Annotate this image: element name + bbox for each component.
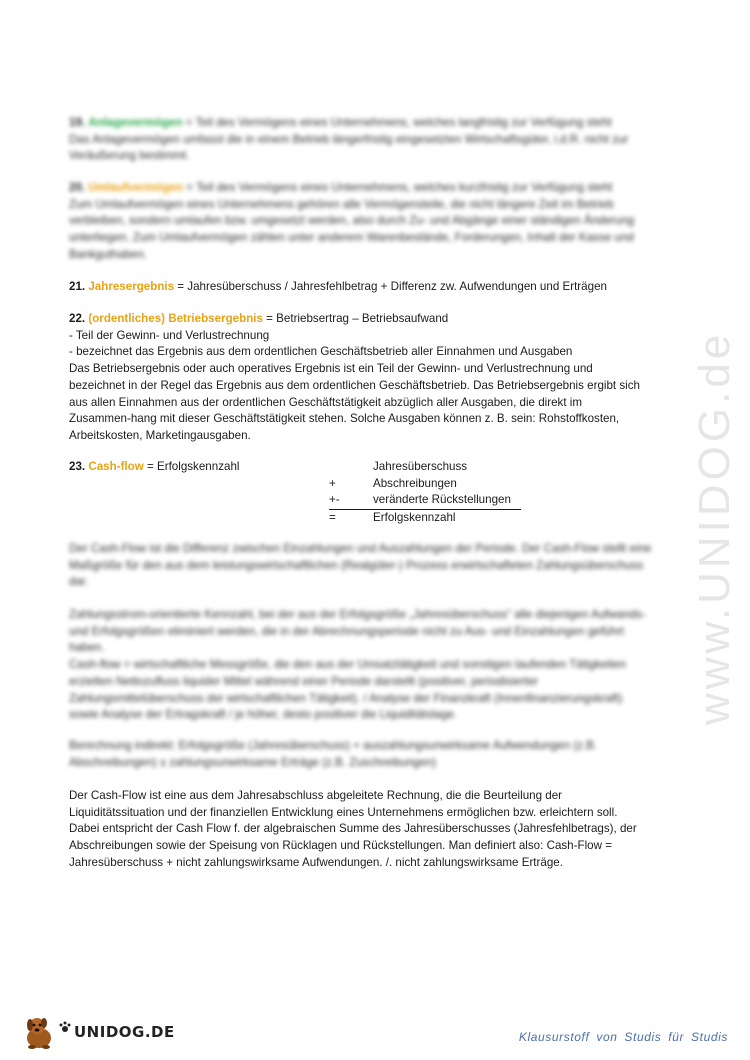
item-19 <box>69 115 674 165</box>
blurred-line: dar. <box>69 575 89 589</box>
definition-line: Dabei entspricht der Cash Flow f. der algebraischen Summe des Jahresüberschusses (Jahresfehlbetrags), der <box>69 822 637 836</box>
item-22-line: bezeichnet in der Regel das Ergebnis aus dem ordentlichen Geschäftsbetrieb. Das Betriebsergebnis ergibt sich <box>69 378 640 392</box>
calc-row <box>329 492 521 510</box>
item-23-term: Cash-flow <box>88 460 144 473</box>
calc-term: Erfolgskennzahl <box>373 511 456 525</box>
item-22-line: - Teil der Gewinn- und Verlustrechnung <box>69 328 270 342</box>
dog-icon <box>22 1014 56 1050</box>
calc-row <box>329 459 521 476</box>
definition-line: Abschreibungen sowie der Speisung von Rücklagen und Rückstellungen. Man definiert also: Cash-Flow = <box>69 839 612 853</box>
item-22-line: Arbeitskosten, Marketingausgaben. <box>69 428 251 442</box>
item-19-line: Das Anlagevermögen umfasst die in einem Betrieb längerfristig eingesetzten Wirtschaftsgüter, i.d.R. nicht zur <box>69 132 629 146</box>
blurred-paragraph-2 <box>69 607 674 724</box>
calc-row <box>329 510 521 527</box>
item-22-number: 22. <box>69 312 86 325</box>
item-21-number: 21. <box>69 280 86 293</box>
blurred-paragraph-3 <box>69 738 674 771</box>
footer-tagline: Klausurstoff von Studis für Studis <box>518 1030 728 1044</box>
item-20-line: Zum Umlaufvermögen eines Unternehmens gehören alle Vermögensteile, die nicht längere Zeit im Betrieb <box>69 197 614 211</box>
item-21-text: = Jahresüberschuss / Jahresfehlbetrag + Differenz zw. Aufwendungen und Erträgen <box>174 280 607 293</box>
calc-term: Abschreibungen <box>373 476 457 490</box>
blurred-line: haben. <box>69 641 105 655</box>
item-20-line: verbleiben, sondern umlaufen bzw. umgesetzt werden, also durch Zu- und Abgänge einer ständigen Änderung <box>69 214 635 228</box>
item-19-term: Anlagevermögen <box>88 116 183 129</box>
item-20-line: Bankguthaben. <box>69 247 148 261</box>
item-22-term: (ordentliches) Betriebsergebnis <box>88 312 263 325</box>
paw-icon <box>58 1021 72 1033</box>
blurred-line: Abschreibungen) ± zahlungsunwirksame Erträge (z.B. Zuschreibungen) <box>69 755 437 769</box>
unidog-logo <box>22 1014 175 1050</box>
calc-operator: +- <box>329 493 340 507</box>
item-22-formula: = Betriebsertrag – Betriebsaufwand <box>262 312 449 325</box>
blurred-line: Maßgröße für den aus dem leistungswirtschaftlichen (Realgüter-) Prozess erwirtschafteten Zahlungsüberschuss <box>69 558 644 572</box>
item-22 <box>69 311 674 445</box>
item-22-line: - bezeichnet das Ergebnis aus dem ordentlichen Geschäftsbetrieb aller Einnahmen und Ausgaben <box>69 345 573 359</box>
item-23-number: 23. <box>69 460 86 473</box>
definition-line: Der Cash-Flow ist eine aus dem Jahresabschluss abgeleitete Rechnung, die die Beurteilung der <box>69 789 563 802</box>
calc-operator: + <box>329 476 336 490</box>
item-20-line: unterliegen. Zum Umlaufvermögen zählen unter anderem Warenbestände, Forderungen, Inhalt der Kasse und <box>69 231 634 245</box>
item-21 <box>69 279 674 296</box>
watermark: www.UNIDOG.de <box>690 330 739 725</box>
item-20-number: 20. <box>69 181 86 194</box>
item-22-line: Das Betriebsergebnis oder auch operatives Ergebnis ist ein Teil der Gewinn- und Verlustrechnung und <box>69 362 593 376</box>
calc-term: Jahresüberschuss <box>373 460 468 473</box>
item-20-term: Umlaufvermögen <box>88 181 184 194</box>
item-23-text: = Erfolgskennzahl <box>143 460 240 473</box>
item-22-line: aus allen Einnahmen aus der ordentlichen Geschäftstätigkeit abzüglich aller Ausgaben, die direkt im <box>69 395 583 409</box>
blurred-line: Zahlungsstrom-orientierte Kennzahl, bei der aus der Erfolgsgröße „Jahresüberschuss“ alle diejenigen Aufwands- <box>69 608 646 621</box>
definition-line: Jahresüberschuss + nicht zahlungswirksame Aufwendungen. /. nicht zahlungswirksame Erträge. <box>69 855 563 869</box>
blurred-paragraph-1 <box>69 541 674 591</box>
blurred-line: Zahlungsmittelüberschuss der wirtschaftlichen Tätigkeit). / Analyse der Finanzkraft (Innenfinanzierungskraft) <box>69 691 623 705</box>
blurred-line: Cash-flow = wirtschaftliche Messgröße, die den aus der Umsatztätigkeit und sonstigen laufenden Tätigkeiten <box>69 658 626 672</box>
item-19-number: 19. <box>69 116 86 129</box>
blurred-line: erzielten Nettozufluss liquider Mittel während einer Periode darstellt (positiver, periodisierter <box>69 674 539 688</box>
calc-row <box>329 476 521 493</box>
cash-flow-calculation <box>329 459 521 527</box>
item-21-term: Jahresergebnis <box>88 280 175 293</box>
blurred-line: Berechnung indirekt: Erfolgsgröße (Jahresüberschuss) + auszahlungsunwirksame Aufwendungen (z.B. <box>69 739 598 752</box>
blurred-line: Der Cash-Flow ist die Differenz zwischen Einzahlungen und Auszahlungen der Periode. Der Cash-Flow stellt eine <box>69 542 652 555</box>
calc-operator: = <box>329 511 336 525</box>
item-20-line: = Teil des Vermögens eines Unternehmens, welches kurzfristig zur Verfügung steht <box>186 181 613 194</box>
blurred-line: sowie Analyse der Ertragskraft / je höher, desto positiver die Liquiditätslage. <box>69 708 457 722</box>
item-19-line: Veräußerung bestimmt. <box>69 149 190 163</box>
cash-flow-definition <box>69 788 674 872</box>
calc-operator <box>329 459 373 476</box>
calc-term: veränderte Rückstellungen <box>373 493 511 507</box>
blurred-line: und Erfolgsgrößen eliminiert werden, die in der Abrechnungsperiode nicht zu Aus- und Einzahlungen geführt <box>69 624 624 638</box>
item-19-line: = Teil des Vermögens eines Unternehmens, welches langfristig zur Verfügung steht <box>185 116 612 129</box>
item-20 <box>69 180 674 264</box>
logo-text: UNIDOG.DE <box>74 1023 175 1041</box>
item-22-line: Zusammen-hang mit dieser Geschäftstätigkeit stehen. Solche Ausgaben können z. B. sein: Rohstoffkosten, <box>69 412 620 426</box>
definition-line: Liquiditätssituation und der finanziellen Entwicklung eines Unternehmens ermöglichen bzw. erleichtern soll. <box>69 805 618 819</box>
